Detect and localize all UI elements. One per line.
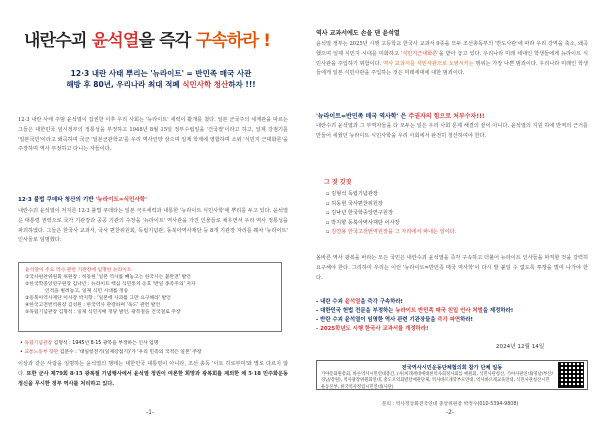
- slogan-a: '뉴라이트=반민족 매국 역사학' 은: [316, 113, 409, 120]
- target-text: 김형석 독립기념관장: [331, 191, 378, 197]
- bullet-text: 김문수 : '대일항전기(일제강점기)'가 '우리 민족의 국적은 일본' 주장: [58, 350, 202, 355]
- section-heading: [18, 195, 147, 203]
- slogan-red: 주권자의 힘으로 처부수자!!!: [408, 113, 485, 120]
- subtitle-line1: 12·3 내란 사태 뿌리는 '뉴라이트' = 반민족 매국 사관: [70, 69, 252, 78]
- title-part1: 내란수괴: [24, 31, 92, 51]
- target-text: 김연용 한국고전번역원장을 그 자리에서 파내는 일이다.: [331, 229, 457, 235]
- demand-a: - 대한민국 헌법 전문을 부정하는: [316, 308, 396, 314]
- subtitle-line2-b: 하자 !!!: [228, 80, 256, 89]
- bullet-text: 김형석 : 1945년 8·15 광복을 부정하는 인사 임명: [52, 341, 159, 346]
- appointee-box: [18, 262, 282, 332]
- demand-red: 뉴라이트 반민족 매국 친일 인사 처벌: [395, 308, 483, 314]
- demand-item: [316, 298, 513, 307]
- target-text: 허동현 국사편찬위원장: [331, 200, 383, 207]
- demand-red: - 2025학년도 시행 한국사 교과서를 개정하라!: [316, 326, 429, 332]
- demand-item: [316, 316, 513, 325]
- targets-list: [326, 190, 456, 238]
- target-item: ▫ 박지향 동북아역사재단 이사장: [326, 219, 400, 226]
- demand-b: 을 제정하라!: [482, 308, 514, 314]
- appointee-line: ④한국고전번역원장 김성원 : 한국역사 관장하며 '독도' 관련 발언: [25, 303, 161, 308]
- closing-b: 또한 군사 제79회 8·15 광복절 기념행사에서 윤석열 정권이 여론한 희망과 광복회를 제외한 채 5·18 민주화운동 정신을 무시한 정부 역사를 처리하고 있다.: [18, 370, 289, 387]
- appointee-line: ③동북아역사재단 이사장 박지향 : '일본에 사과를 그만 요구해라' 발언: [25, 296, 171, 301]
- subtitle-line2: [50, 79, 272, 90]
- organizations-list: 가야문화원총회, 바른역사시민연대총간, (사)미래세대에대한역사회정사회를 예원회, 식민사관청산, 가야사관연대(영남/부산/경남/강원), 역사광장위원회연대, 충도오의회발달예관단체, 역사바르게학부모연대, 역사바르게교육연대, 식민사관청산시민운동본부, 한국역사정립시민연대(사단): [321, 371, 553, 390]
- closing-paragraph: [18, 360, 288, 389]
- organizations-title: 전국역사시민운동단체협의회 참가 단체 일동: [401, 365, 503, 371]
- box-head-text: 윤석열이 주요 역사 관련 기관장에 임명한: [25, 268, 113, 273]
- para4-orange: 역사 교과서를 식민사관으로 오염시키는: [383, 60, 474, 67]
- demand-item: [316, 307, 513, 316]
- demand-a: - 내란 수괴: [316, 299, 345, 305]
- target-item: ▫ 허동현 국사편찬위원장: [326, 200, 383, 207]
- demand-b: 하라!: [460, 317, 473, 323]
- demand-b: 을 즉각 구속하라!: [360, 299, 403, 305]
- para4-red: '식민지근대화론': [400, 50, 439, 57]
- appointee-line: 인적을 벌려놓고, 일제 식민 시대를 정송: [45, 289, 129, 294]
- bullet-item: • 교통노동부 장관 김문수 : '대일항전기(일제강점기)'가 '우리 민족의 국적은 일본' 주장: [20, 350, 202, 355]
- appointee-line: ②한국학중앙연구원장 김낙년 : 뉴라이트 핵심 식민통치 옹호 '반일 종족주의' 저자: [25, 282, 196, 287]
- section-heading-red: '뉴라이트=식민사학': [95, 197, 147, 203]
- para4-a: 윤석열 정부는 2025년 시행 고등학교 한국사 교과서 9종을 모두 조선총독부의 '반도사관'에 따라 우리 강역을 축소, 왜곡했으며 일제 식민지 시대를 미화하고: [316, 41, 588, 57]
- bullet-label: 교통노동부 장관: [24, 350, 59, 355]
- intro-paragraph: 12·3 내란 사태 주범 윤석열이 집권한 이후 우리 사회는 '뉴라이트' 세력이 활개를 쳤다. 일본 군국주의 세계관을 따르는 그들은 대한민국 임시정부의 정통성을 부정하고 1948년 8월 15일 정부수립일을 '건국절'이라고 하고, 일제 강점기를 '일본국민'이라고 왜곡하며 국군 '일본군관학교'를 우리 역사인양 삼으며 일제 학계에 영합하며 소위 '식민지 근대화론'을 주장하며 역사 부정하고 다니는 자들이다.: [18, 117, 288, 153]
- bullet-label: 독립기념관장: [24, 341, 53, 346]
- bullet-item: • 독립기념관장 김형석 : 1945년 8·15 광복을 부정하는 인사 임명: [20, 341, 159, 346]
- demand-red: 즉각 파면: [437, 317, 461, 323]
- textbook-paragraph: [316, 40, 588, 79]
- demand-paragraph: 올바른 역사 광복을 바라는 모든 국민은 내란수괴 윤석열을 즉각 구속하고 더불어 뉴라이트 인사들을 파직할 것을 강력히 요구해야 한다. 그리하여 우리는 이런 '뉴라이트=반민족 매국 역사학'이 다시 발 붙일 수 없도록 투쟁을 벌여 나가야 한다.: [316, 255, 588, 281]
- qr-code-icon: [558, 362, 584, 388]
- box-head-red: 뉴라이트: [112, 268, 132, 273]
- contact-line: 문의 : 역사정상화전국연대 중앙위원장 박정수(010-5394-9808): [381, 402, 519, 407]
- target-item: ▫ 김낙년 한국학중앙연구원장: [326, 210, 393, 216]
- subtitle-block: [50, 68, 272, 90]
- page-2: [300, 0, 600, 426]
- organizations-box: [316, 360, 588, 390]
- title-part2: 을 즉각: [138, 31, 196, 51]
- page-number: -2-: [445, 409, 455, 416]
- section-heading-text: 12·3 불법 쿠데타 청산의 기반: [18, 197, 96, 203]
- target-text: 박지향 동북아역사재단 이사장: [331, 219, 400, 226]
- section-paragraph: 내란수괴 윤석열이 저지른 12·3 불법 쿠데타는 일본 극우세력과 내통한 '뉴라이트 식민사학'에 뿌리를 두고 있다. 윤석열은 대통령 권력으로 국가 기관장과 공공 기관의 수장을 '뉴라이트' 역사관을 가진 인물들로 채우면서 우리 역사 정통성을 파괴하였다. 그들은 한국사 교과서, 국사 편찬위원회, 독립기념관, 동북아역사재단 등 8개 기관장 자리를 꿰차 '뉴라이트' 인사들로 임명했다.: [18, 208, 288, 244]
- title-arrest: 구속하라 !: [195, 31, 271, 51]
- demands-list: [316, 298, 513, 334]
- page-number: -1-: [145, 409, 155, 416]
- demand-red: 윤석열: [344, 299, 361, 305]
- subtitle-line2-red: 식민사학 청산: [182, 80, 229, 89]
- slogan-paragraph: 내란수괴 윤석열과 그 부역자들을 다 모두는 일은 우리 사회 문제 해결의 끝이 아니다. 윤석열의 지원 하에 반역의 근거를 만들어 세웠던 뉴라이트 식민사학을 우리 사회에서 완전히 청산하여야 한다.: [316, 123, 588, 139]
- demand-item: [316, 325, 513, 334]
- subtitle-line2-a: 해방 후 80년, 우리나라 최대 적폐: [66, 80, 183, 89]
- targets-title: 그 짓 깃짓: [324, 179, 352, 186]
- page2-heading: 역사 교과서에도 손을 댄 윤석열: [316, 30, 400, 37]
- target-text: 김낙년 한국학중앙연구원장: [331, 210, 393, 216]
- issue-date: 2024년 12월 14일: [496, 344, 545, 350]
- title-name: 윤석열: [91, 31, 139, 51]
- target-item: ▫ 김연용 한국고전번역원장을 그 자리에서 파내는 일이다.: [326, 229, 457, 235]
- appointee-line: ①국사편찬위원회 위원장 : 허동현 '일본 역사를 빼놓고는 한국사는 불완전' 발언: [25, 275, 191, 280]
- para4-b: 을 받아 놓고 있다. 우리나라 미래 세대인 학생들에게 뉴라이트 식민사관을 주입하기 위함이다.: [316, 50, 588, 67]
- appointee-line: ⑤독립기념관장 김형석 : 일제 식민지배 정당 발언, 광복절을 건국절로 주장: [25, 310, 181, 315]
- target-item: ▫ 김형석 독립기념관장: [326, 191, 378, 197]
- appointee-bullets: [20, 339, 284, 357]
- main-title: [24, 26, 284, 51]
- closing-a: 이상과 같은 사람을 임명하는 윤석열의 행태는 대한민국 대통령이 아니라, 조선 총독 '이토 히로부미'와 별로 다르지 않다.: [18, 361, 288, 377]
- appointee-box-head: [25, 267, 275, 274]
- demand-a: - 반란 수괴 윤석열이 임명한 역사 관련 기관장들을: [316, 317, 438, 323]
- para4-c: 행위는 가장 나쁜 범죄이다. 우리나라 미래인 학생들에게 일본 식민사관을 주입하는 것은 미래세대에 대한 범죄이다.: [316, 60, 588, 77]
- slogan-heading: [316, 111, 485, 120]
